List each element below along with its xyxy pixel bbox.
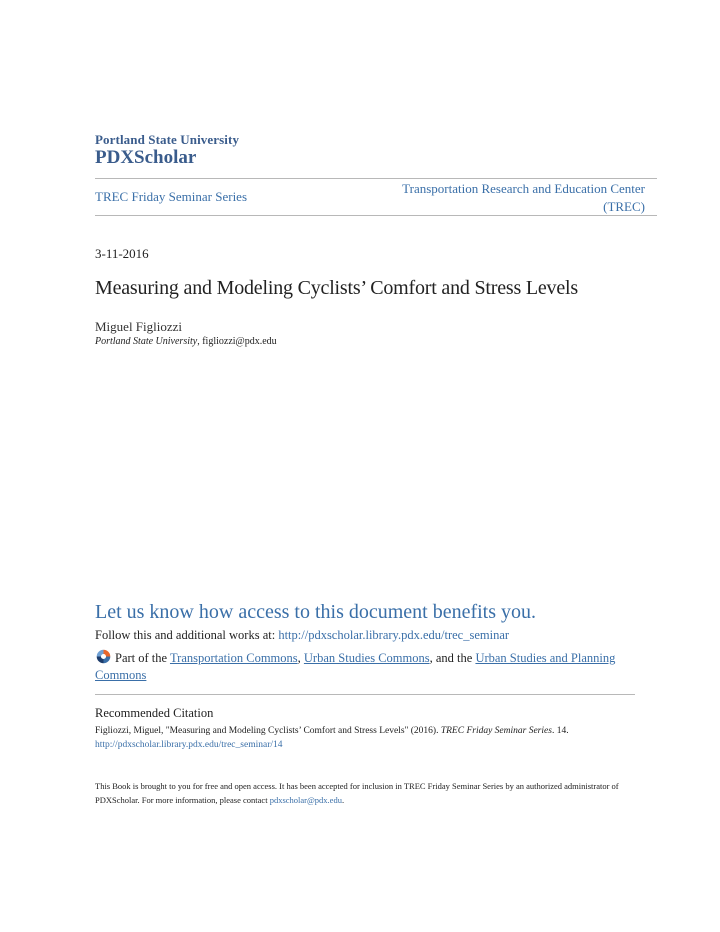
document-title: Measuring and Modeling Cyclists’ Comfort and Stress Levels [95,277,578,299]
header-divider-top [95,178,657,179]
university-name: Portland State University [95,132,240,147]
commons-network-icon [95,648,112,665]
citation-divider [95,694,635,695]
citation-text: Figliozzi, Miguel, "Measuring and Modeling Cyclists’ Comfort and Stress Levels" (2016). [95,726,441,736]
feedback-link[interactable]: Let us know how access to this document benefits you. [95,601,537,623]
citation-body [95,724,655,752]
part-of-text: Part of the [115,651,170,665]
author-affiliation: Portland State University, figliozzi@pdx.edu [95,336,277,347]
separator-and-the: , and the [429,651,476,665]
part-of-line [95,648,635,684]
header-divider-bottom [95,215,657,216]
repository-name[interactable]: PDXScholar [95,147,197,168]
urban-studies-commons-link[interactable]: Urban Studies Commons [303,651,430,665]
contact-email-link[interactable]: pdxscholar@pdx.edu [269,795,342,805]
series-link[interactable]: TREC Friday Seminar Series [95,189,248,204]
author-email: figliozzi@pdx.edu [202,336,277,347]
urban-studies-planning-commons-link[interactable]: Urban Studies and Planning Commons [95,651,616,682]
access-statement [95,779,655,807]
follow-line [95,628,509,643]
author-name: Miguel Figliozzi [95,319,183,334]
separator-comma: , [297,651,304,665]
access-statement-text: This Book is brought to you for free and open access. It has been accepted for inclusion in TREC Friday Seminar Series by an authorized administrator of PDXScholar. For more information, please contact [95,781,619,805]
transportation-commons-link[interactable]: Transportation Commons [169,651,298,665]
center-abbrev[interactable]: (TREC) [603,199,645,214]
citation-series: TREC Friday Seminar Series [440,726,552,736]
citation-heading: Recommended Citation [95,706,214,720]
center-name[interactable]: Transportation Research and Education Center [402,181,645,196]
series-url-link[interactable]: http://pdxscholar.library.pdx.edu/trec_seminar [278,628,510,642]
access-statement-end: . [341,795,345,805]
affiliation-name: Portland State University [95,336,198,347]
publication-date: 3-11-2016 [95,246,149,261]
follow-text: Follow this and additional works at: [95,628,279,642]
citation-url-link[interactable]: http://pdxscholar.library.pdx.edu/trec_seminar/14 [95,740,283,750]
center-link[interactable] [345,180,645,216]
citation-number: . 14. [551,726,569,736]
